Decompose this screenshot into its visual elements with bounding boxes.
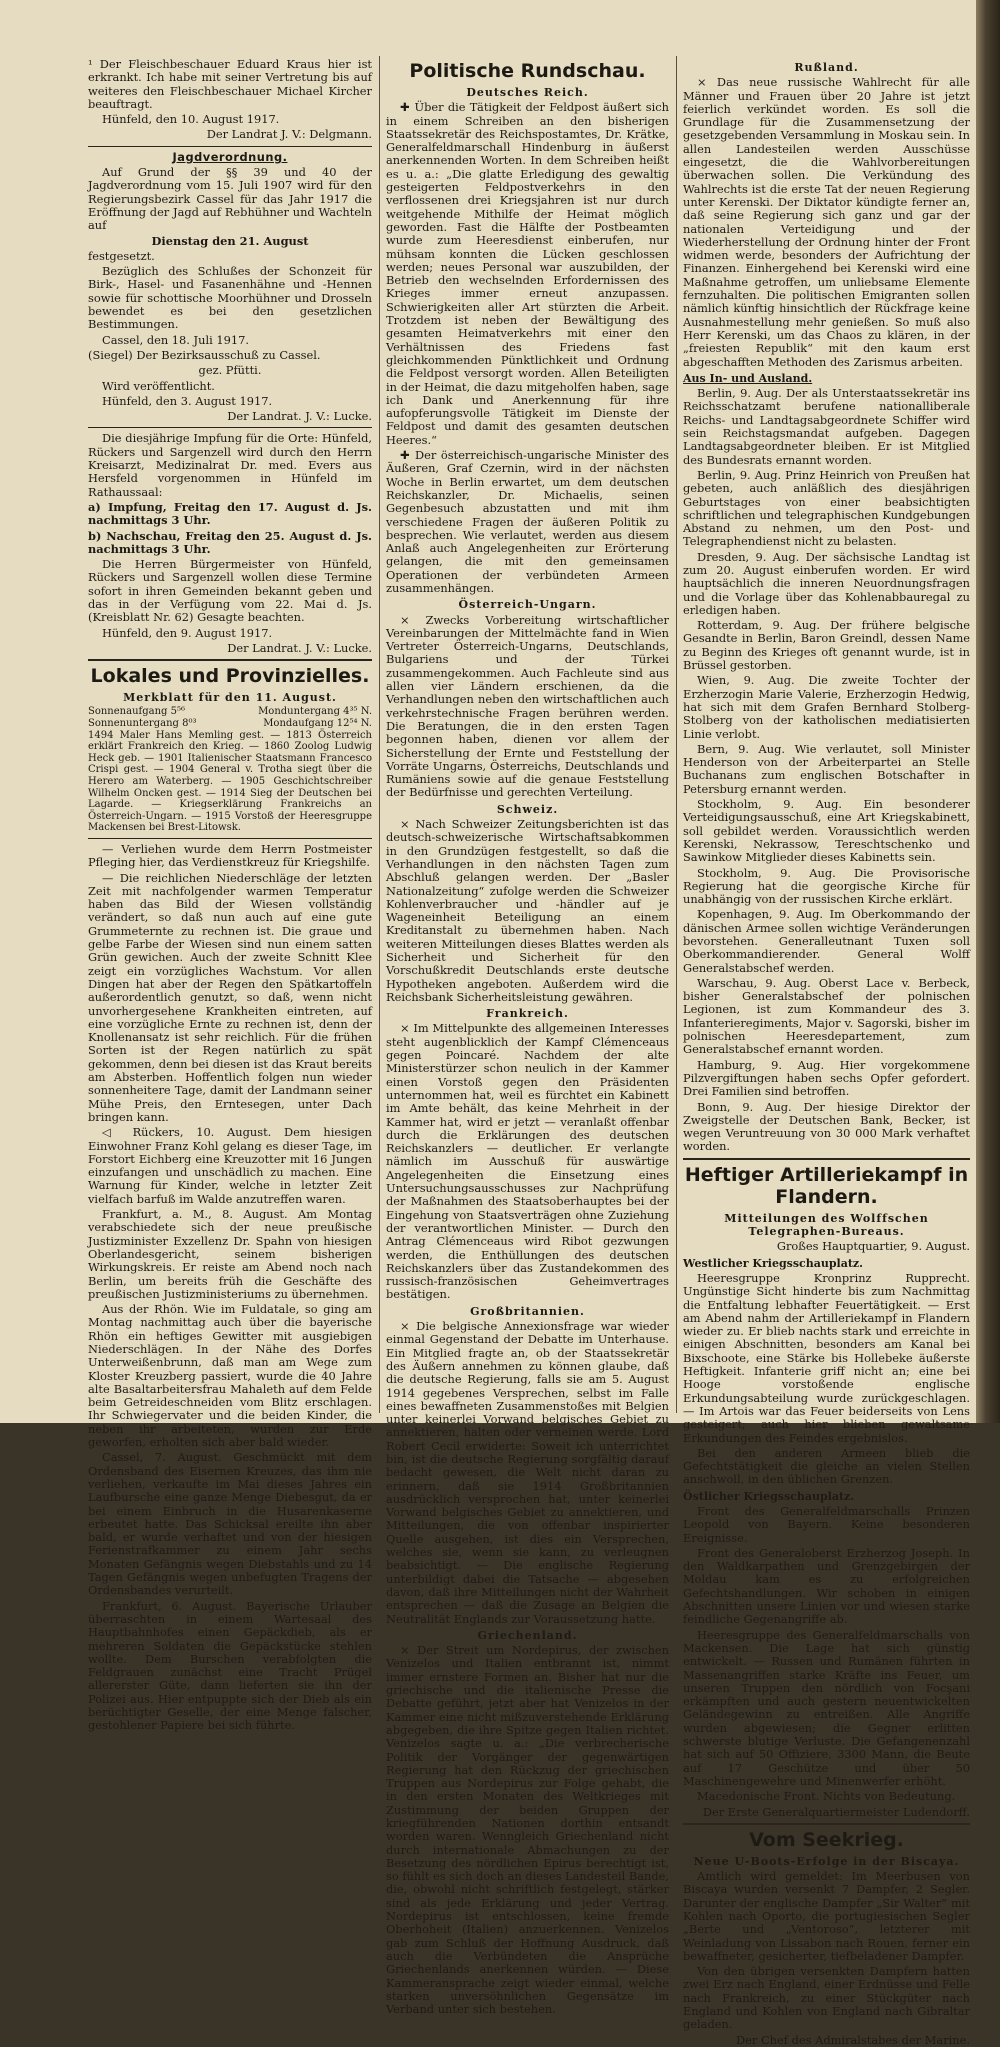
news-item: × Das neue russische Wahlrecht für alle Männer und Frauen über 20 Jahre ist jetzt feierlich verkündet worden. Es soll die Grundlage für die Zusammensetzung der gesetzgebenden Versammlung in Moskau sein. In allen Landesteilen werden Ausschüsse eingesetzt, die die Wahlvorbereitungen überwachen sollen. Die Verkündung des Wahlrechts ist die erste Tat der neuen Regierung unter Kerenski. Der Diktator kündigte ferner an, daß seine Regierung sich ganz und gar der nationalen Verteidigung und der Wiederherstellung der Ordnung hinter der Front widmen werde, besonders der Aufrichtung der Finanzen. Einhergehend bei Kerenski wird eine Maßnahme getroffen, um unliebsame Elemente fernzuhalten. Die politischen Emigranten sollen nämlich künftig hinsichtlich der Rückfrage keine Ausnahmestellung mehr genießen. So muß also Herr Kerenski, um das Chaos zu klären, in der „freiesten Republik“ mit den kaum erst abgeschafften Methoden des Zarismus arbeiten. xyxy=(683,75,970,369)
divider xyxy=(88,659,372,661)
hunt-ordinance-publish-place: Hünfeld, den 3. August 1917. xyxy=(102,393,273,408)
divider xyxy=(683,1158,970,1160)
column-1 xyxy=(88,57,372,1733)
hunt-ordinance-title: Jagdverordnung. xyxy=(172,149,288,164)
news-item: Dresden, 9. Aug. Der sächsische Landtag ist zum 20. August einberufen worden. Er wird hauptsächlich die inneren Neuordnungsfragen und die Vorlage über das Kohlenabbauregal zu erledigen haben. xyxy=(683,549,970,617)
news-item: × Der Streit um Nordepirus, der zwischen Venizelos und Italien entbrannt ist, nimmt immer ernstere Formen an. Bisher hat nur die griechische und die italienische Presse die Debatte geführt, jetzt aber hat Venizelos in der Kammer eine nicht mißzuverstehende Erklärung abgegeben, die ihre Spitze gegen Italien richtet. Venizelos sagte u. a.: „Die verbrecherische Politik der Vorgänger der gegenwärtigen Regierung hat den Rückzug der griechischen Truppen aus Nordepirus zur Folge gehabt, die in den ersten Monaten des Weltkrieges mit Zustimmung der beiden Gruppen der kriegführenden Nationen dorthin entsandt worden waren. Wenngleich Griechenland nicht durch internationale Abmachungen zu der Besetzung des nördlichen Epirus berechtigt ist, so fühlt es sich doch an dieses Landesteil Bande, die, obwohl nicht schriftlich festgelegt, stärker sind als jede Erklärung und jeder Vertrag. Nordepirus ist entschlossen, keine fremde Oberhoheit (Italien) anzuerkennen. Venizelos gab zum Schluß der Hoffnung Ausdruck, daß auch die Verbündeten die Ansprüche Griechenlands anerkennen würden. — Diese Kammeransprache zeigt wieder einmal, welche starken unversöhnlichen Gegensätze im Verband unter sich bestehen. xyxy=(386,1643,669,2017)
news-item: × Zwecks Vorbereitung wirtschaftlicher Vereinbarungen der Mittelmächte fand in Wien Vertreter Österreich-Ungarns, Deutschlands, Bulgariens und der Türkei zusammengekommen. Auch Fachleute sind aus allen vier Ländern erschienen, da die Verhandlungen neben den wirtschaftlichen auch verkehrstechnische Fragen berühren werden. Die Beratungen, die in den ersten Tagen begonnen haben, dienen vor allem der Sicherstellung der Ernte und Feststellung der Vorräte Ungarns, Österreichs, Deutschlands und Rumäniens sowie auf die genaue Feststellung der Bedürfnisse und gerechten Verteilung. xyxy=(386,612,669,800)
war-item: Heeresgruppe des Generalfeldmarschalls von Mackensen. Die Lage hat sich günstig entwickelt. — Russen und Rumänen führten in Massenangriffen starke Kräfte ins Feuer, um unseren Truppen den nördlich von Focşani erkämpften und auch gestern neuentwickelten Geländegewinn zu entreißen. Alle Angriffe wurden abgewiesen; die Gegner erlitten schwerste blutige Verluste. Die Gefangenenzahl hat sich auf 50 Offiziere, 3300 Mann, die Beute auf 17 Geschütze und über 50 Maschinengewehre und Minenwerfer erhöht. xyxy=(683,1627,970,1788)
section-heading-eastern-front: Östlicher Kriegsschauplatz. xyxy=(683,1489,855,1503)
news-item: Wien, 9. Aug. Die zweite Tochter der Erzherzogin Marie Valerie, Erzherzogin Hedwig, hat sich mit dem Grafen Bernhard Stolberg-Stolberg von der katholischen mediatisierten Linie verlobt. xyxy=(683,673,970,741)
notice-meat-inspector: ¹ Der Fleischbeschauer Eduard Kraus hier ist erkrankt. Ich habe mit seiner Vertretung bis auf weiteres den Fleischbeschauer Michael Kircher beauftragt. xyxy=(88,57,372,111)
vaccination-body: Die diesjährige Impfung für die Orte: Hünfeld, Rückers und Sargenzell wird durch den Herrn Kreisarzt, Medizinalrat Dr. med. Evers aus Hersfeld vorgenommen in Hünfeld im Rathaussaal: xyxy=(88,431,372,499)
hunt-ordinance-gez: gez. Pfütti. xyxy=(198,363,262,378)
war-item: Macedonische Front. Nichts von Bedeutung. xyxy=(697,1789,956,1804)
hunt-ordinance-body-2: festgesetzt. xyxy=(88,248,155,263)
war-report-source: Mitteilungen des Wolffschen Telegraphen-Bureaus. xyxy=(724,1211,929,1239)
almanac-entries: 1494 Maler Hans Memling gest. — 1813 Österreich erklärt Frankreich den Krieg. — 1860 Zoolog Ludwig Heck geb. — 1901 Italienischer Staatsmann Francesco Crispi gest. — 1904 General v. Trotha siegt über die Herero am Waterberg. — 1905 Geschichtschreiber Wilhelm Oncken gest. — 1914 Sieg der Deutschen bei Lagarde. — Kriegserklärung Frankreichs an Österreich-Ungarn. — 1915 Vorstoß der Heeresgruppe Mackensen bei Brest-Litowsk. xyxy=(88,729,372,834)
local-news-title: Lokales und Provinzielles. xyxy=(90,665,370,688)
column-2 xyxy=(386,58,669,2017)
section-heading-domestic-foreign: Aus In- und Ausland. xyxy=(683,371,813,385)
hunt-ordinance-date: Dienstag den 21. August xyxy=(151,233,309,248)
section-heading-austria-hungary: Österreich-Ungarn. xyxy=(458,598,597,612)
news-item: Berlin, 9. Aug. Der als Unterstaatssekretär ins Reichsschatzamt berufene nationalliberale Reichs- und Landtagsabgeordnete Schiffer wird sein Reichstagsmandat aufgeben. Dagegen Landtagsabgeordneter bleiben. Er ist Mitglied des Bundesrats ernannt worden. xyxy=(683,386,970,467)
local-item: Aus der Rhön. Wie im Fuldatale, so ging am Montag nachmittag auch über die bayerische Rhön ein heftiges Gewitter mit ausgiebigen Niederschlägen. In der Nähe des Dorfes Unterweißenbrunn, daß man am Wege zum Kloster Kreuzberg passiert, wurde die 40 Jahre alte Basaltarbeitersfrau Mahaleth auf dem Felde beim Getreideschneiden vom Blitz erschlagen. Ihr Schwiegervater und die beiden Kinder, die neben ihr arbeiteten, wurden zur Erde geworfen, erholten sich aber bald wieder. xyxy=(88,1302,372,1450)
moonrise: Mondaufgang 12⁵⁴ N. xyxy=(263,718,372,730)
war-item: Front des Generaloberst Erzherzog Joseph. In den Waldkarpathen und Grenzgebirgen der Moldau kam es zu erfolgreichen Gefechtshandlungen. Wir schoben in einigen Abschnitten unsere Linien vor und wiesen starke feindliche Gegenangriffe ab. xyxy=(683,1545,970,1627)
moonset: Monduntergang 4³⁵ N. xyxy=(258,706,372,718)
hunt-ordinance-body: Auf Grund der §§ 39 und 40 der Jagdverordnung vom 15. Juli 1907 wird für den Regierungsbezirk Cassel für das Jahr 1917 die Eröffnung der Jagd auf Rebhühner und Wachteln auf xyxy=(88,165,372,233)
war-item: Bei den anderen Armeen blieb die Gefechtstätigkeit die gleiche an vielen Stellen anschwoll, in den üblichen Grenzen. xyxy=(683,1445,970,1487)
vaccination-body-2: Die Herren Bürgermeister von Hünfeld, Rückers und Sargenzell wollen diese Termine sofort in ihren Gemeinden bekannt geben und das in der Verfügung vom 22. Mai d. Js. (Kreisblatt Nr. 62) Gesagte beachten. xyxy=(88,557,372,625)
news-item: × Im Mittelpunkte des allgemeinen Interesses steht augenblicklich der Kampf Clémenceaus gegen Poincaré. Nachdem der alte Ministerstürzer schon neulich in der Kammer einen Vorstoß gegen den Präsidenten unternommen hat, weil es fürchtet ein Kabinett im Amte behält, das keine Mehrheit in der Kammer hat, wird er jetzt — veranlaßt offenbar durch die Erklärungen des deutschen Reichskanzlers — deutlicher. Er verlangte nämlich im Ausschuß für auswärtige Angelegenheiten die Einsetzung eines Untersuchungsausschusses zur Nachprüfung der Maßnahmen des Staatsoberhauptes bei der Eingehung von Staatsverträgen ohne Zuziehung der verantwortlichen Minister. — Durch den Antrag Clémenceaus wird Ribot gezwungen werden, die Enthüllungen des deutschen Reichskanzlers über das Zustandekommen des russisch-französischen Geheimvertrages bestätigen. xyxy=(386,1021,669,1302)
news-item: Stockholm, 9. Aug. Ein besonderer Verteidigungsausschuß, eine Art Kriegskabinett, soll gebildet werden. Voraussichtlich werden Kerenski, Nekrassow, Tereschtschenko und Sawinkow Mitglieder dieses Kabinetts sein. xyxy=(683,797,970,865)
section-heading-germany: Deutsches Reich. xyxy=(466,86,589,99)
war-item: Heeresgruppe Kronprinz Rupprecht. Ungünstige Sicht hinderte bis zum Nachmittag die Entfaltung lebhafter Feuertätigkeit. — Erst am Abend nahm der Artilleriekampf in Flandern wieder zu. Er blieb nachts stark und erreichte in einigen Abschnitten, besonders am Kanal bei Bixschoote, eine Stärke bis Hollebeke äußerste Heftigkeit. Infanterie griff nicht an; eine bei Hooge vorstoßende englische Erkundungsabteilung wurde zurückgeschlagen. — Im Artois war das Feuer beiderseits von Lens gesteigert; auch hier blieben gewaltsame Erkundungen des Feindes ergebnislos. xyxy=(683,1270,970,1445)
vaccination-date-b: b) Nachschau, Freitag den 25. August d. Js. nachmittags 3 Uhr. xyxy=(88,528,372,556)
naval-item: Von den übrigen versenkten Dampfern hatten zwei Erz nach England, einer Erdnüsse und Felle nach Frankreich, zu einer Stückgüter nach England und Kohlen von England nach Gibraltar geladen. xyxy=(683,1964,970,2032)
local-item: Frankfurt, a. M., 8. August. Am Montag verabschiedete sich der neue preußische Justizminister Exzellenz Dr. Spahn von hiesigen Oberlandesgericht, seinem bisherigen Wirkungskreis. Er reiste am Abend noch nach Berlin, um bereits früh die Geschäfte des preußischen Justizministeriums zu übernehmen. xyxy=(88,1207,372,1301)
vaccination-date-a: a) Impfung, Freitag den 17. August d. Js. nachmittags 3 Uhr. xyxy=(88,499,372,528)
political-review-title: Politische Rundschau. xyxy=(409,60,646,82)
section-heading-russia: Rußland. xyxy=(794,61,859,74)
news-item: Bonn, 9. Aug. Der hiesige Direktor der Zweigstelle der Deutschen Bank, Becker, ist wegen Veruntreuung von 30 000 Mark verhaftet worden. xyxy=(683,1099,970,1154)
hunt-ordinance-publish: Wird veröffentlicht. xyxy=(102,378,215,393)
divider xyxy=(88,146,372,147)
column-rule xyxy=(379,56,380,1413)
almanac-subtitle: Merkblatt für den 11. August. xyxy=(123,691,337,705)
news-item: Rotterdam, 9. Aug. Der frühere belgische Gesandte in Berlin, Baron Greindl, dessen Name zu Beginn des Krieges oft genannt wurde, ist in Brüssel gestorben. xyxy=(683,618,970,673)
section-heading-switzerland: Schweiz. xyxy=(496,802,559,816)
naval-signature: Der Chef des Admiralstabes der Marine. xyxy=(736,2032,970,2047)
news-item: Bern, 9. Aug. Wie verlautet, soll Minister Henderson von der Arbeiterpartei an Stelle Buchanans zum englischen Botschafter in Petersburg ernannt werden. xyxy=(683,741,970,796)
sunrise: Sonnenaufgang 5⁵⁶ xyxy=(88,706,185,718)
notice-signature: Der Landrat J. V.: Delgmann. xyxy=(206,127,372,142)
local-item: — Verliehen wurde dem Herrn Postmeister Pfleging hier, das Verdienstkreuz für Kriegshilfe. xyxy=(88,842,372,870)
sunset: Sonnenuntergang 8⁰³ xyxy=(88,718,197,730)
page-edge xyxy=(976,0,1000,1423)
column-rule xyxy=(676,56,677,1413)
war-item: Front des Generalfeldmarschalls Prinzen Leopold von Bayern. Keine besonderen Ereignisse. xyxy=(683,1503,970,1545)
news-item: × Nach Schweizer Zeitungsberichten ist das deutsch-schweizerische Wirtschaftsabkommen in den Grundzügen festgestellt, so daß die Verhandlungen in den nächsten Tagen zum Abschluß gelangen werden. Der „Basler Nationalzeitung“ zufolge werden die Schweizer Kohlenverbraucher und -händler auf je Wageneinheit Beteiligung an einem Kreditanstalt zu übernehmen haben. Nach weiteren Mitteilungen dieses Blattes werden als Sicherheit und Sicherheit für den Vorschußkredit Deutschlands erste deutsche Hypotheken angeboten. Außerdem wird die Reichsbank Sicherheitsleistung gewähren. xyxy=(386,817,669,1004)
news-item: Stockholm, 9. Aug. Die Provisorische Regierung hat die georgische Kirche für unabhängig von der russischen Kirche erklärt. xyxy=(683,865,970,907)
news-item: Kopenhagen, 9. Aug. Im Oberkommando der dänischen Armee sollen wichtige Veränderungen bevorstehen. Generalleutnant Tuxen soll Oberkommandierender. General Wolff Generalstabschef werden. xyxy=(683,907,970,975)
war-report-hq: Großes Hauptquartier, 9. August. xyxy=(776,1239,970,1254)
section-heading-great-britain: Großbritannien. xyxy=(470,1304,585,1318)
news-item: Warschau, 9. Aug. Oberst Lace v. Berbeck, bisher Generalstabschef der polnischen Legionen, ist zum Kommandeur des 3. Infanterieregiments, Major v. Sagorski, bisher im polnischen Heeresdepartement, zum Generalstabschef ernannt worden. xyxy=(683,975,970,1057)
news-item: ✚ Der österreichisch-ungarische Minister des Äußeren, Graf Czernin, wird in der nächsten Woche in Berlin erwartet, um dem deutschen Reichskanzler, Dr. Michaelis, seinen Gegenbesuch abzustatten und mit ihm verschiedene Fragen der äußeren Politik zu besprechen. Wie verlautet, werden aus diesem Anlaß auch Angelegenheiten zur Erörterung gelangen, die mit den gemeinsamen Operationen der verbündeten Armeen zusammenhängen. xyxy=(386,448,669,595)
section-heading-france: Frankreich. xyxy=(486,1007,569,1021)
local-item: Cassel, 7. August. Geschmückt mit dem Ordensband des Eisernen Kreuzes, das ihm nie verliehen, verkaufte im Mai dieses Jahres ein Laufbursche eine ganze Menge Diebesgut, da er bei einem Einbruch in die Husarenkaserne erbeutet hatte. Das Schicksal ereilte ihn aber bald, er wurde verhaftet und von der hiesigen Ferienstrafkammer zu einem Jahr sechs Monaten Gefängnis wegen Diebstahls und zu 14 Tagen Gefängnis wegen unbefugten Tragens der Ordensbandes verurteilt. xyxy=(88,1450,372,1598)
war-report-signature: Der Erste Generalquartiermeister Ludendorff. xyxy=(702,1804,970,1819)
news-item: Hamburg, 9. Aug. Hier vorgekommene Pilzvergiftungen haben sechs Opfer gefordert. Drei Familien sind betroffen. xyxy=(683,1057,970,1099)
sun-moon-table xyxy=(88,706,372,834)
naval-war-subtitle: Neue U-Boots-Erfolge in der Biscaya. xyxy=(693,1854,960,1868)
column-3 xyxy=(683,58,970,2047)
vaccination-place: Hünfeld, den 9. August 1917. xyxy=(102,625,273,640)
news-item: × Die belgische Annexionsfrage war wieder einmal Gegenstand der Debatte im Unterhause. Ein Mitglied fragte an, ob der Staatssekretär des Äußern annehmen zu können glaube, daß die deutsche Regierung, falls sie am 5. August 1914 gegebenes Versprechen, selbst im Falle eines bewaffneten Zusammenstoßes mit Belgien unter keinerlei Vorwand belgisches Gebiet zu annektieren, halten oder verneinen werde. Lord Robert Cecil erwiderte: Soweit ich unterrichtet bin, ist die deutsche Regierung sorgfältig darauf bedacht gewesen, die Welt nicht daran zu erinnern, daß sie 1914 Großbritannien ausdrücklich versprochen hat, unter keinerlei Vorwand belgisches Gebiet zu annektieren, und Mitteilungen, die von offenbar inspirierter Quelle ausgehen, ist dies ein Versprechen, welches sie, wenn sie kann, zu verleugnen beabsichtigt. — Die englische Regierung unterbildigt dabei die Tatsache — abgesehen davon, daß ihre Mitteilungen nicht der Wahrheit entsprechen — daß die Zusage an Belgien die Neutralität Englands zur Voraussetzung hatte. xyxy=(386,1319,669,1626)
notice-place: Hünfeld, den 10. August 1917. xyxy=(102,112,280,127)
divider xyxy=(88,427,372,428)
local-item: — Die reichlichen Niederschläge der letzten Zeit mit nachfolgender warmen Temperatur haben das Bild der Wiesen vollständig verändert, so daß nun auch auf eine gute Grummeternte zu rechnen ist. Die graue und gelbe Farbe der Wiesen sind nun einem satten Grün gewichen. Auch der zweite Schnitt Klee zeigt ein vorzügliches Wachstum. Vor allen Dingen hat aber der Regen den Spätkartoffeln außerordentlich genutzt, so daß, wenn nicht unvorhergesehene Krankheiten eintreten, auf eine vorzügliche Ernte zu rechnen ist, denn der Knollenansatz ist sehr reichlich. Für die frühen Sorten ist der Regen natürlich zu spät gekommen, denn bei diesen ist das Kraut bereits am Absterben. Hoffentlich folgen nun wieder sonnenheitere Tage, damit der Landmann seiner Mühe Preis, den Erntesegen, unter Dach bringen kann. xyxy=(88,870,372,1124)
hunt-ordinance-body-3: Bezüglich des Schlußes der Schonzeit für Birk-, Hasel- und Fasanenhähne und -Hennen sowie für schottische Moorhühner und Drosseln bewendet es bei den gesetzlichen Bestimmungen. xyxy=(88,264,372,332)
section-heading-western-front: Westlicher Kriegsschauplatz. xyxy=(683,1256,863,1270)
naval-item: Amtlich wird gemeldet: Im Meerbusen von Biscaya wurden versenkt 7 Dampfer, 2 Segler. Darunter der englische Dampfer „Sir Walter“ mit Kohlen nach Oporto, die portugiesischen Segler „Berte und „Ventoroso“, letzterer mit Weinladung von Lissabon nach Rouen, ferner ein bewaffneter, gesicherter, tiefbeladener Dampfer. xyxy=(683,1869,970,1963)
local-item: Frankfurt, 6. August. Bayerische Urlauber überraschten in einem Wartesaal des Hauptbahnhofes einen Gepäckdieb, als er mehreren Soldaten die Gepäckstücke stehlen wollte. Dem Burschen verabfolgten die Feldgrauen zunächst eine Tracht Prügel allererster Güte, dann lieferten sie ihn der Polizei aus. Hier entpuppte sich der Dieb als ein berüchtigter Geselle, der eine Menge falscher, gestohlener Papiere bei sich führte. xyxy=(88,1598,372,1733)
local-item: ◁ Rückers, 10. August. Dem hiesigen Einwohner Franz Kohl gelang es dieser Tage, im Forstort Eichberg eine Kreuzotter mit 16 Jungen einzufangen und unschädlich zu machen. Eine Warnung für Kinder, welche in letzter Zeit vielfach barfuß im Walde anzutreffen waren. xyxy=(88,1125,372,1206)
news-item: Berlin, 9. Aug. Prinz Heinrich von Preußen hat gebeten, auch anläßlich des diesjährigen Geburtstages von einer beabsichtigten schriftlichen und telegraphischen Kundgebungen Abstand zu nehmen, um den Post- und Telegraphendienst nicht zu belasten. xyxy=(683,467,970,549)
hunt-ordinance-signature: Der Landrat. J. V.: Lucke. xyxy=(227,409,372,424)
naval-war-title: Vom Seekrieg. xyxy=(749,1828,904,1851)
news-item: ✚ Über die Tätigkeit der Feldpost äußert sich in einem Schreiben an den bisherigen Staatssekretär des Reichspostamtes, Dr. Krätke, Generalfeldmarschall Hindenburg in äußerst anerkennenden Worten. In dem Schreiben heißt es u. a.: „Die glatte Erledigung des gewaltig gesteigerten Feldpostverkehrs in den verflossenen drei Kriegsjahren ist nur durch weitgehende Mithilfe der Heimat möglich geworden. Fast die Hälfte der Postbeamten wurde zum Heeresdienst einberufen, nur mühsam konnten die Lücken geschlossen werden; neues Personal war auszubilden, der Betrieb den wechselnden Erfordernissen des Krieges immer erneut anzupassen. Schwierigkeiten aller Art stürzten die Arbeit. Trotzdem ist neben der Bewältigung des gesamten Heimatverkehrs mit einer den Verhältnissen des Friedens fast gleichkommenden Pünktlichkeit und Ordnung die Feldpost versorgt worden. Allen Beteiligten in der Heimat, die dazu mitgeholfen haben, sage ich Dank und Anerkennung für ihre aufopferungsvolle Tätigkeit im Dienste der Feldpost und damit des gesamten deutschen Heeres.“ xyxy=(386,100,669,447)
divider xyxy=(683,1823,970,1825)
vaccination-signature: Der Landrat. J. V.: Lucke. xyxy=(227,640,372,655)
war-report-title: Heftiger Artilleriekampf in Flandern. xyxy=(684,1163,969,1208)
section-heading-greece: Griechenland. xyxy=(477,1628,578,1642)
divider xyxy=(88,838,372,839)
hunt-ordinance-seal: (Siegel) Der Bezirksausschuß zu Cassel. xyxy=(88,347,321,362)
hunt-ordinance-place: Cassel, den 18. Juli 1917. xyxy=(102,332,249,347)
